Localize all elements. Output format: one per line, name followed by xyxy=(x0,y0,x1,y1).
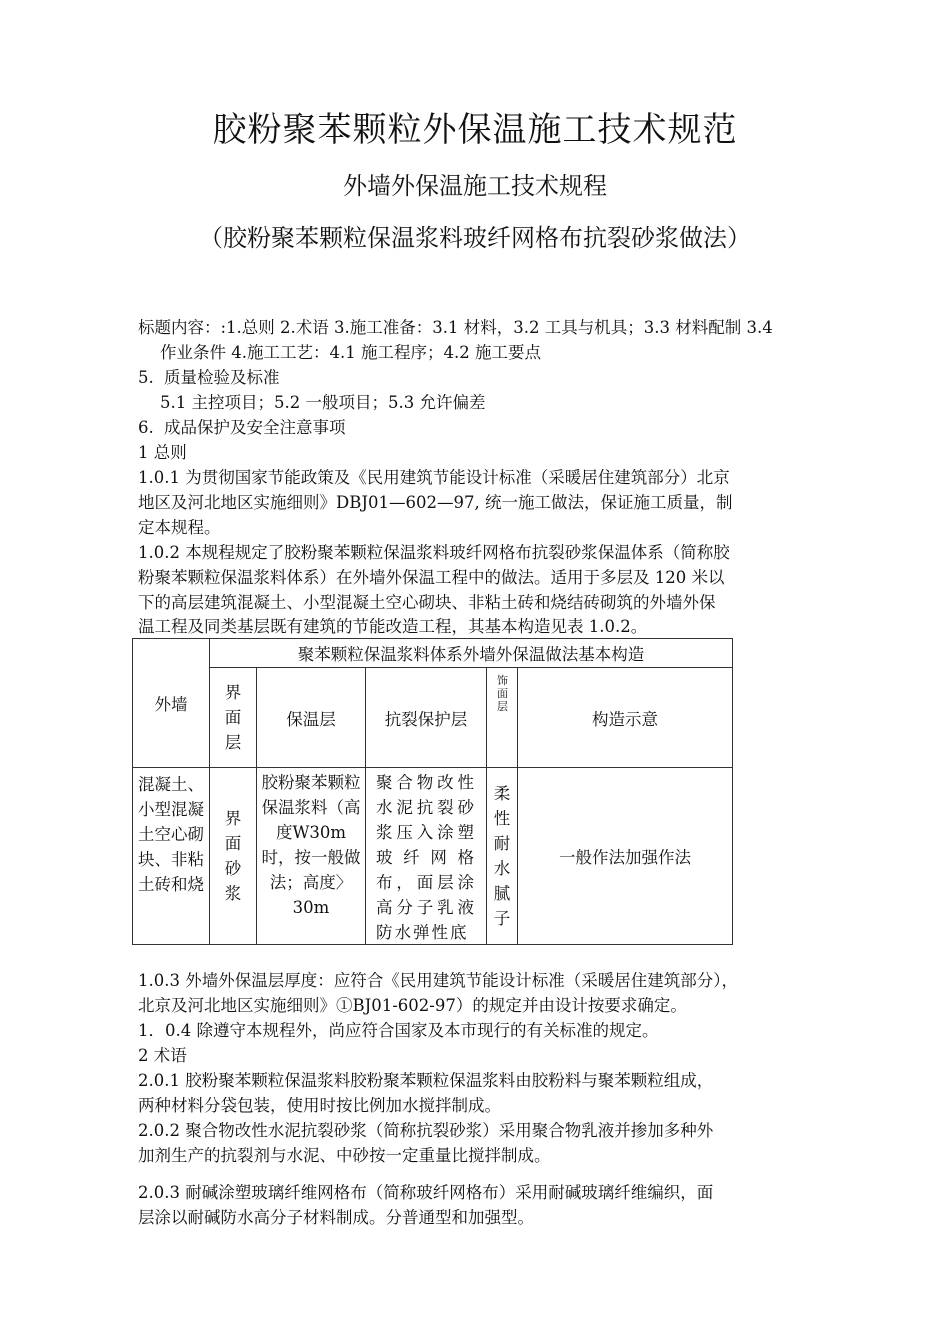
header-finish-text: 饰面层 xyxy=(497,674,507,713)
para-1-0-1-line-3: 定本规程。 xyxy=(138,518,221,537)
header-interface-text: 界面层 xyxy=(224,683,242,752)
para-1-0-2-line-2: 粉聚苯颗粒保温浆料体系）在外墙外保温工程中的做法。适用于多层及 120 米以 xyxy=(138,568,725,587)
table-caption: 聚苯颗粒保温浆料体系外墙外保温做法基本构造 xyxy=(210,639,733,668)
section-1-heading: 1 总则 xyxy=(138,443,187,462)
cell-crack-protection xyxy=(366,768,487,945)
para-1-0-4: 1．0.4 除遵守本规程外，尚应符合国家及本市现行的有关标准的规定。 xyxy=(138,1021,659,1040)
cell-finish xyxy=(487,768,518,945)
cell-finish-text: 柔性耐水腻子 xyxy=(493,784,511,928)
document-subtitle-method: （胶粉聚苯颗粒保温浆料玻纤网格布抗裂砂浆做法） xyxy=(199,224,751,252)
para-2-0-2-line-2: 加剂生产的抗裂剂与水泥、中砂按一定重量比搅拌制成。 xyxy=(138,1146,551,1165)
cell-insulation-text: 胶粉聚苯颗粒保温浆料（高度W30m时，按一般做法；高度〉30m xyxy=(261,773,361,917)
toc-item-6-number: 6. xyxy=(138,418,154,437)
cell-diagram: 一般作法加强作法 xyxy=(518,768,733,945)
header-crack-protection-layer: 抗裂保护层 xyxy=(366,668,487,768)
para-1-0-3-line-1: 1.0.3 外墙外保温层厚度：应符合《民用建筑节能设计标准（采暖居住建筑部分）， xyxy=(138,971,738,990)
toc-line-2: 作业条件 4.施工工艺：4.1 施工程序；4.2 施工要点 xyxy=(160,343,541,362)
document-subtitle: 外墙外保温施工技术规程 xyxy=(343,172,607,200)
para-2-0-2-line-1: 2.0.2 聚合物改性水泥抗裂砂浆（简称抗裂砂浆）采用聚合物乳液并掺加多种外 xyxy=(138,1121,714,1140)
header-diagram: 构造示意 xyxy=(518,668,733,768)
cell-interface-mortar-text: 界面砂浆 xyxy=(224,809,242,903)
toc-item-5-number: 5. xyxy=(138,368,154,387)
toc-line-1: 标题内容：:1.总则 2.术语 3.施工准备：3.1 材料，3.2 工具与机具；3.3 材料配制 3.4 xyxy=(138,318,773,337)
toc-item-5-text: 质量检验及标准 xyxy=(164,368,280,387)
para-1-0-2-line-3: 下的高层建筑混凝土、小型混凝土空心砌块、非粘土砖和烧结砖砌筑的外墙外保 xyxy=(138,593,716,612)
para-1-0-1-line-1: 1.0.1 为贯彻国家节能政策及《民用建筑节能设计标准（采暖居住建筑部分）北京 xyxy=(138,468,730,487)
para-1-0-2-line-1: 1.0.2 本规程规定了胶粉聚苯颗粒保温浆料玻纤网格布抗裂砂浆保温体系（简称胶 xyxy=(138,543,730,562)
header-finish-layer xyxy=(487,668,518,768)
para-2-0-1-line-2: 两种材料分袋包装，使用时按比例加水搅拌制成。 xyxy=(138,1096,501,1115)
cell-insulation xyxy=(257,768,366,945)
para-1-0-2-line-4: 温工程及同类基层既有建筑的节能改造工程，其基本构造见表 1.0.2。 xyxy=(138,617,648,636)
toc-item-6-text: 成品保护及安全注意事项 xyxy=(164,418,346,437)
para-2-0-1-line-1: 2.0.1 胶粉聚苯颗粒保温浆料胶粉聚苯颗粒保温浆料由胶粉料与聚苯颗粒组成， xyxy=(138,1071,714,1090)
section-2-heading: 2 术语 xyxy=(138,1046,187,1065)
para-2-0-3-line-1: 2.0.3 耐碱涂塑玻璃纤维网格布（简称玻纤网格布）采用耐碱玻璃纤维编织，面 xyxy=(138,1183,714,1202)
toc-item-6 xyxy=(138,415,814,440)
header-insulation-layer: 保温层 xyxy=(257,668,366,768)
header-interface-layer xyxy=(210,668,257,768)
cell-crack-protection-text: 聚合物改性水泥抗裂砂浆压入涂塑玻纤网格布，面层涂高分子乳液防水弹性底 xyxy=(376,773,476,942)
construction-table xyxy=(132,638,733,945)
cell-wall-types xyxy=(133,768,210,945)
toc-item-5-sub: 5.1 主控项目；5.2 一般项目；5.3 允许偏差 xyxy=(160,393,486,412)
para-1-0-3-line-2: 北京及河北地区实施细则》①BJ01-602-97）的规定并由设计按要求确定。 xyxy=(138,996,687,1015)
para-1-0-1-line-2: 地区及河北地区实施细则》DBJ01—602—97, 统一施工做法，保证施工质量，制 xyxy=(138,493,733,512)
para-2-0-3-line-2: 层涂以耐碱防水高分子材料制成。分普通型和加强型。 xyxy=(138,1208,534,1227)
document-title: 胶粉聚苯颗粒外保温施工技术规范 xyxy=(212,110,738,150)
cell-wall-types-text: 混凝土、小型混凝土空心砌块、非粘土砖和烧 xyxy=(138,775,204,894)
header-wall: 外墙 xyxy=(133,639,210,768)
toc-item-5 xyxy=(138,365,814,390)
cell-interface-mortar xyxy=(210,768,257,945)
